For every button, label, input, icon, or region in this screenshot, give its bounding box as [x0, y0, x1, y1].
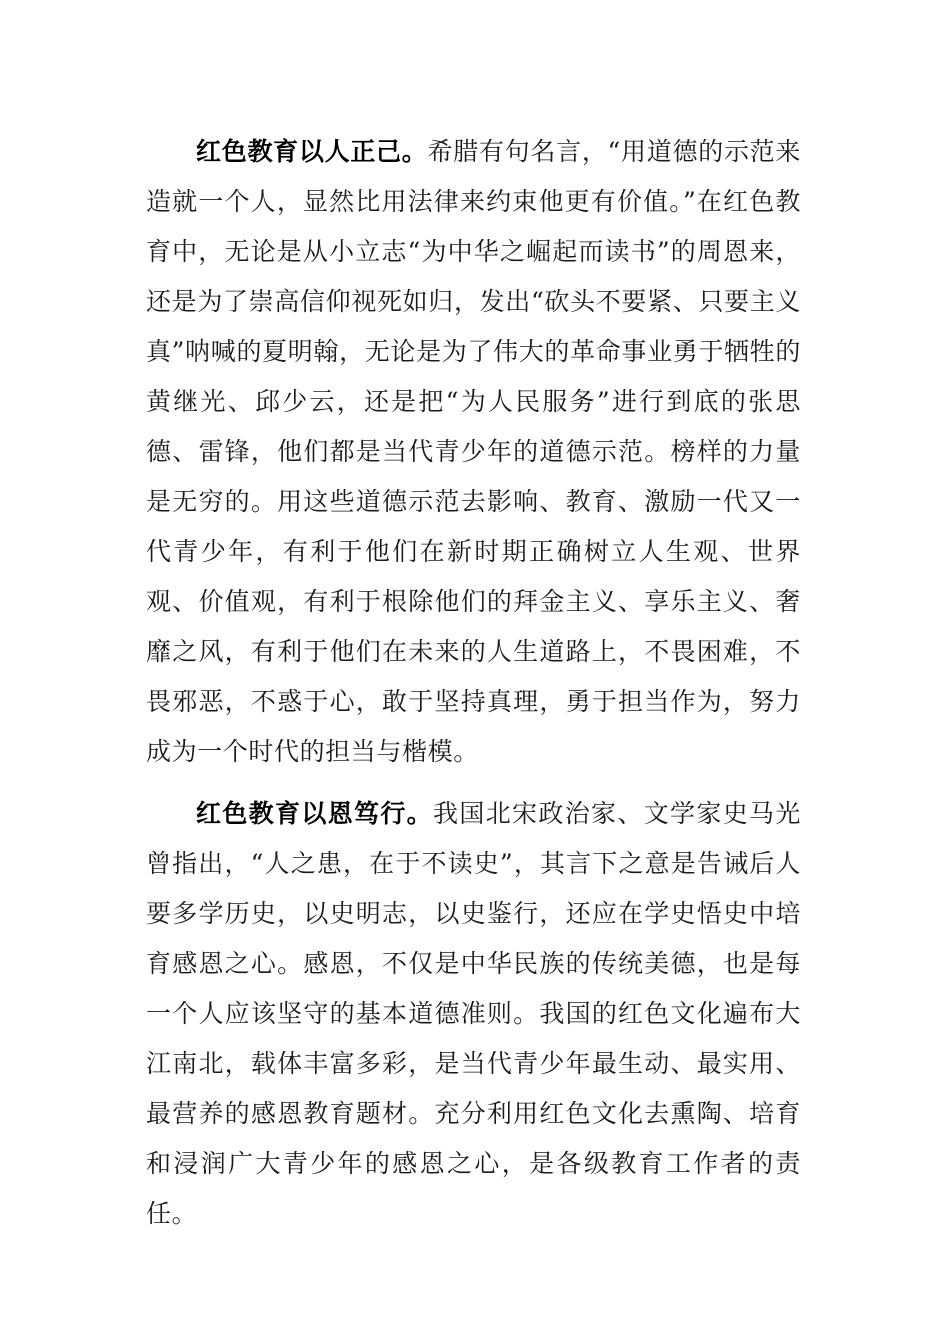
- paragraph-text: 希腊有句名言，“用道德的示范来造就一个人，显然比用法律来约束他更有价值。”在红色教育中，无论是从小立志“为中华之崛起而读书”的周恩来，还是为了崇高信仰视死如归，发出“砍头不要紧、只要主义真”呐喊的夏明翰，无论是为了伟大的革命事业勇于牺牲的黄继光、邱少云，还是把“为人民服务”进行到底的张思德、雷锋，他们都是当代青少年的道德示范。榜样的力量是无穷的。用这些道德示范去影响、教育、激励一代又一代青少年，有利于他们在新时期正确树立人生观、世界观、价值观，有利于根除他们的拜金主义、享乐主义、奢靡之风，有利于他们在未来的人生道路上，不畏困难，不畏邪恶，不惑于心，敢于坚持真理，勇于担当作为，努力成为一个时代的担当与楷模。: [146, 137, 801, 766]
- paragraph-heading: 红色教育以恩笃行。: [196, 799, 434, 828]
- document-body: [146, 127, 801, 1239]
- paragraph-gratitude: [146, 789, 801, 1239]
- paragraph-text: 我国北宋政治家、文学家史马光曾指出，“人之患，在于不读史”，其言下之意是告诫后人要多学历史，以史明志，以史鉴行，还应在学史悟史中培育感恩之心。感恩，不仅是中华民族的传统美德，也是每一个人应该坚守的基本道德准则。我国的红色文化遍布大江南北，载体丰富多彩，是当代青少年最生动、最实用、最营养的感恩教育题材。充分利用红色文化去熏陶、培育和浸润广大青少年的感恩之心，是各级教育工作者的责任。: [146, 799, 801, 1228]
- paragraph-moral-example: [146, 127, 801, 777]
- paragraph-heading: 红色教育以人正己。: [196, 137, 428, 166]
